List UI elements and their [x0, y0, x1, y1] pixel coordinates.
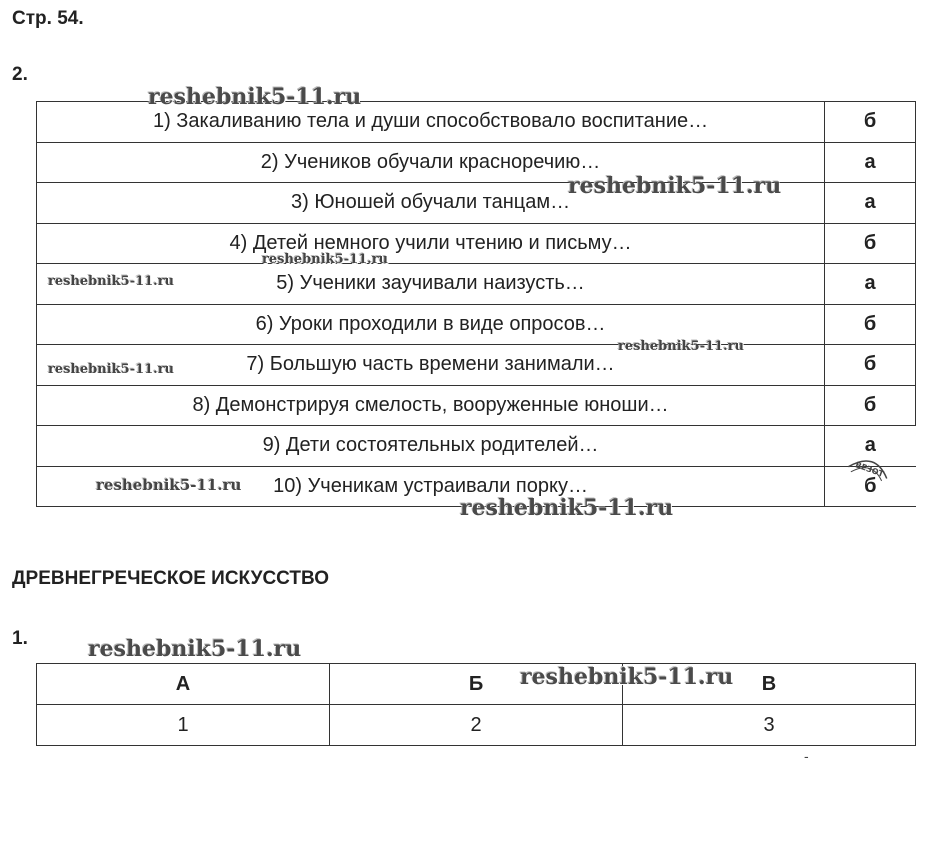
- answer-cell: а: [825, 142, 916, 183]
- question-cell: 2) Учеников обучали красноречию…: [37, 142, 825, 183]
- answer-cell: б: [825, 385, 916, 426]
- watermark: reshebnik5-11.ru: [460, 495, 674, 521]
- answer-cell: б: [825, 466, 916, 507]
- question-cell: 10) Ученикам устраивали порку…: [37, 466, 825, 507]
- answer-cell: б: [825, 223, 916, 264]
- answer-cell: б: [825, 102, 916, 143]
- table-row: [37, 426, 916, 467]
- watermark: reshebnik5-11.ru: [520, 664, 734, 690]
- header-cell: В: [623, 664, 916, 705]
- dash-mark: -: [804, 748, 809, 764]
- table-row: [37, 142, 916, 183]
- question-cell: 3) Юношей обучали танцам…: [37, 183, 825, 224]
- watermark: reshebnik5-11.ru: [618, 339, 745, 354]
- task-2-number: 2.: [12, 64, 28, 85]
- watermark: reshebnik5-11.ru: [262, 252, 389, 267]
- table-row: [37, 705, 916, 746]
- answer-cell: а: [825, 183, 916, 224]
- question-cell: 9) Дети состоятельных родителей…: [37, 426, 825, 467]
- watermark: reshebnik5-11.ru: [148, 84, 362, 110]
- task-1-number: 1.: [12, 628, 28, 649]
- task-2-answer-table: [36, 101, 916, 507]
- question-cell: 8) Демонстрируя смелость, вооруженные юноши…: [37, 385, 825, 426]
- value-cell: 2: [330, 705, 623, 746]
- watermark: reshebnik5-11.ru: [88, 636, 302, 662]
- header-cell: Б: [330, 664, 623, 705]
- table-row: [37, 304, 916, 345]
- watermark: reshebnik5-11.ru: [96, 476, 242, 494]
- watermark: reshebnik5-11.ru: [568, 173, 782, 199]
- value-cell: 1: [37, 705, 330, 746]
- header-cell: А: [37, 664, 330, 705]
- question-cell: 5) Ученики заучивали наизусть…: [37, 264, 825, 305]
- question-cell: 6) Уроки проходили в виде опросов…: [37, 304, 825, 345]
- stamp-text: ВЕЗОТ: [854, 460, 885, 479]
- section-title: ДРЕВНЕГРЕЧЕСКОЕ ИСКУССТВО: [12, 568, 330, 589]
- table-header-row: [37, 664, 916, 705]
- watermark: reshebnik5-11.ru: [48, 274, 175, 289]
- answer-cell: б: [825, 345, 916, 386]
- table-row: [37, 183, 916, 224]
- question-cell: 1) Закаливанию тела и души способствовало воспитание…: [37, 102, 825, 143]
- table-row: [37, 385, 916, 426]
- answer-cell: а: [825, 264, 916, 305]
- answer-cell: б: [825, 304, 916, 345]
- page-label: Стр. 54.: [12, 8, 84, 29]
- question-cell: 4) Детей немного учили чтению и письму…: [37, 223, 825, 264]
- value-cell: 3: [623, 705, 916, 746]
- watermark: reshebnik5-11.ru: [48, 362, 175, 377]
- table-row: [37, 223, 916, 264]
- question-cell: 7) Большую часть времени занимали…: [37, 345, 825, 386]
- task-1-answer-table: [36, 663, 916, 746]
- answer-cell: а: [825, 426, 916, 467]
